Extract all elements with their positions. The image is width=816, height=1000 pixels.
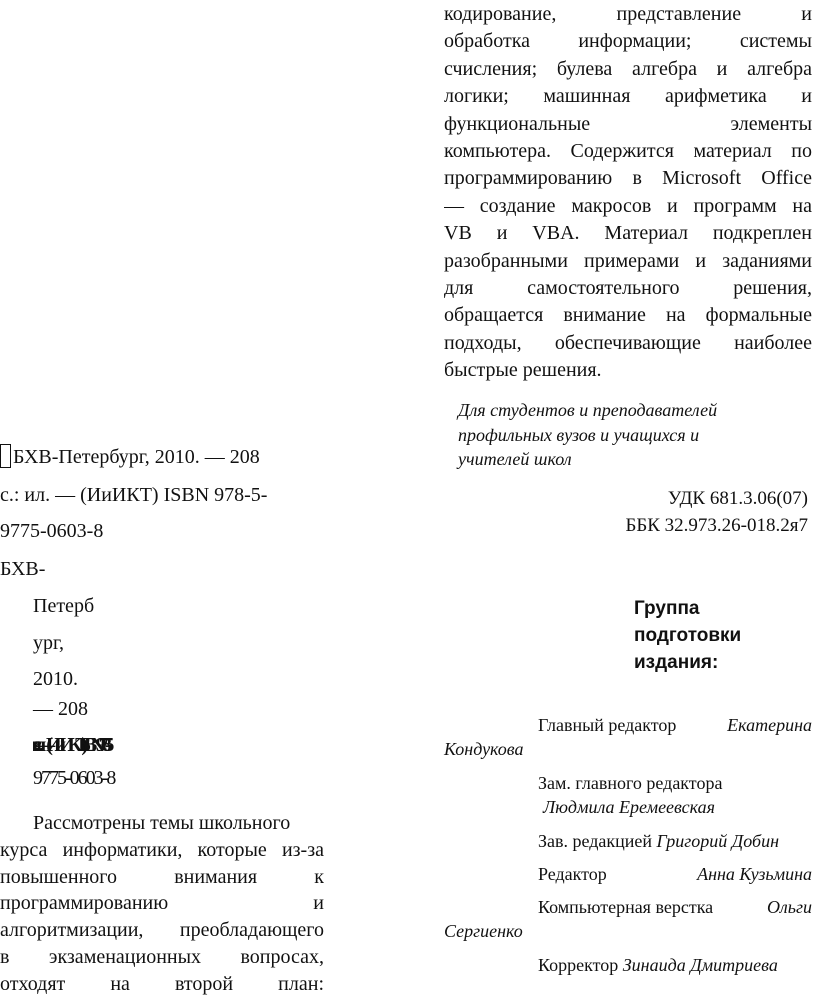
description-line: кодирование, представление и	[444, 3, 812, 25]
credit-role: Компьютерная верстка	[538, 897, 714, 917]
credit-head-of-editorial	[538, 831, 779, 852]
credit-deputy-role: Зам. главного редактора	[538, 773, 723, 793]
overlap-text: с.: ил. — (ИиИКТ) ISBN 978-5-	[33, 734, 108, 756]
overlap-text: 9775-0603-8	[33, 767, 115, 789]
audience-line: учителей школ	[458, 449, 572, 469]
bbk-code: ББК 32.973.26-018.2я7	[625, 515, 808, 536]
audience-line: Для студентов и преподавателей	[458, 400, 718, 420]
description-line: функциональные элементы	[444, 112, 812, 135]
imprint-text: БХВ-Петербург, 2010. — 208	[13, 446, 260, 468]
imprint-line-3: 9775-0603-8	[0, 520, 104, 542]
narrow-line: 2010.	[33, 668, 78, 690]
summary-line: повышенного внимания к	[0, 865, 324, 888]
credit-editor	[538, 864, 812, 885]
summary-line: курса информатики, которые из-за	[0, 838, 324, 861]
description-line: программированию в Microsoft Office	[444, 167, 812, 190]
description-line: компьютера. Содержится материал по	[444, 140, 812, 162]
summary-line: в экзаменационных вопросах,	[0, 946, 324, 968]
credit-role: Зав. редакцией	[538, 831, 653, 851]
description-line: для самостоятельного решения,	[444, 277, 812, 299]
credit-name: Екатерина	[727, 715, 812, 735]
udk-code: УДК 681.3.06(07)	[667, 488, 808, 509]
credit-name: Ольги	[766, 897, 812, 917]
credit-proofreader	[538, 955, 778, 976]
missing-glyph-icon	[0, 444, 11, 468]
description-line: подходы, обеспечивающие наиболее	[444, 331, 812, 354]
narrow-line: — 208	[33, 698, 88, 720]
description-line: обработка информации; системы	[444, 30, 812, 53]
group-heading-line: подготовки	[634, 625, 742, 646]
audience-line: профильных вузов и учащихся и	[458, 424, 700, 445]
summary-line: алгоритмизации, преобладающего	[0, 919, 324, 942]
credit-role: Корректор	[538, 955, 619, 975]
credit-name: Зинаида Дмитриева	[622, 955, 778, 975]
group-heading-line: издания:	[634, 652, 719, 673]
credit-name: Григорий Добин	[656, 831, 780, 851]
credit-role: Главный редактор	[538, 715, 677, 735]
description-line: обращается внимание на формальные	[444, 304, 812, 327]
imprint-line-1	[0, 444, 260, 469]
description-line: VB и VBA. Материал подкреплен	[444, 222, 812, 245]
group-heading	[634, 595, 741, 676]
description-line: разобранными примерами и заданиями	[444, 249, 812, 272]
narrow-line: БХВ-	[0, 558, 46, 580]
imprint-line-2: с.: ил. — (ИиИКТ) ISBN 978-5-	[0, 484, 268, 506]
summary-line: отходят на второй план:	[0, 972, 324, 995]
description-line: — создание макросов и программ на	[444, 194, 812, 217]
narrow-line: Петерб	[33, 595, 95, 617]
credit-name: Анна Кузьмина	[697, 864, 812, 884]
credit-name-continued: Кондукова	[444, 739, 524, 759]
overlapping-imprint-line	[33, 734, 123, 758]
description-line: быстрые решения.	[444, 359, 602, 382]
credit-layout	[538, 897, 812, 918]
description-line: логики; машинная арифметика и	[444, 85, 812, 108]
overlapping-imprint-line	[33, 767, 114, 790]
summary-line: Рассмотрены темы школьного	[33, 812, 291, 834]
summary-line: программированию и	[0, 892, 324, 915]
credit-chief-editor	[538, 715, 812, 736]
credit-role: Редактор	[538, 864, 607, 884]
narrow-line: ург,	[33, 632, 64, 654]
credit-deputy-name: Людмила Еремеевская	[543, 797, 715, 817]
description-line: счисления; булева алгебра и алгебра	[444, 57, 812, 80]
credit-name-continued: Сергиенко	[444, 921, 523, 941]
group-heading-line: Группа	[634, 598, 700, 619]
